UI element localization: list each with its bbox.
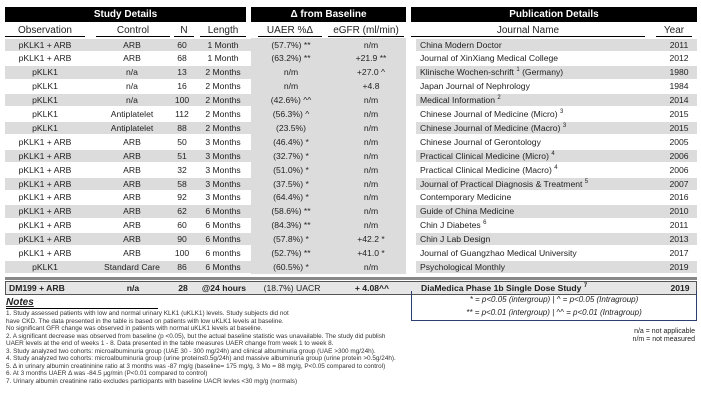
footnote-ref: 2 <box>497 95 501 102</box>
observation-cell: pKLK1 <box>32 81 58 92</box>
journal-name: China Modern Doctor <box>420 39 502 50</box>
footnote-ref: 3 <box>562 123 567 130</box>
egfr-cell: n/m <box>363 178 379 189</box>
egfr-cell: +27.0 ^ <box>356 67 386 78</box>
length-cell: 1 Month <box>207 39 239 50</box>
length-cell: 3 Months <box>205 136 241 147</box>
table-row <box>5 219 697 231</box>
table-row <box>5 261 697 273</box>
legend-line-2: ** = p<0.01 (intergroup) | ^^ = p<0.01 (Intragroup) <box>466 308 642 317</box>
dm199-n: 28 <box>178 283 188 293</box>
study-details-header: Study Details <box>5 7 246 22</box>
length-cell: 2 Months <box>205 122 241 133</box>
journal-cell <box>416 247 656 259</box>
n-cell: 32 <box>177 164 187 175</box>
col-header-egfr: eGFR (ml/min) <box>328 24 404 37</box>
journal-name: Chin J Diabetes <box>420 220 481 231</box>
egfr-cell: n/m <box>363 220 379 231</box>
egfr-cell: +42.2 * <box>357 234 385 245</box>
note-line: 4. Study analyzed two cohorts: microalbuminuria group (urine protein≤0.5g/24h) and massive albuminuria group (urine protein >0.5g/24h). <box>6 355 396 363</box>
table-row <box>5 150 697 162</box>
length-cell: 6 Months <box>205 234 241 245</box>
abbreviations <box>600 328 695 344</box>
egfr-cell: n/m <box>363 150 379 161</box>
n-cell: 16 <box>177 81 187 92</box>
dm199-journal-name: DiaMedica Phase 1b Single Dose Study <box>421 283 582 293</box>
year-cell: 2019 <box>669 261 689 272</box>
journal-name: Medical Information <box>420 95 495 106</box>
n-cell: 86 <box>177 261 187 272</box>
uaer-cell: (23.5%) <box>275 122 307 133</box>
year-cell: 2015 <box>669 122 689 133</box>
year-cell: 2014 <box>669 95 689 106</box>
journal-cell <box>416 164 656 176</box>
n-cell: 62 <box>177 206 187 217</box>
control-cell: ARB <box>123 248 141 258</box>
dm199-control: n/a <box>126 283 140 293</box>
col-header-year: Year <box>656 24 692 37</box>
year-cell: 2006 <box>669 150 689 161</box>
journal-name: Chinese Journal of Medicine (Micro) <box>420 109 558 119</box>
col-header-uaer: UAER %Δ <box>258 24 322 37</box>
note-line: 6. At 3 months UAER Δ was -84.5 μg/min (P<0.01 compared to control) <box>6 370 208 378</box>
uaer-cell: (37.5%) * <box>273 178 309 189</box>
table-row <box>5 52 697 64</box>
note-line: have CKD. The data presented in the table is based on patients with low uKLK1 levels at baseline. <box>6 317 284 325</box>
control-cell: ARB <box>123 53 141 64</box>
length-cell: 1 Month <box>207 53 239 64</box>
note-line: 3. Study analyzed two cohorts: microalbuminuria group (UAE 30 - 300 mg/24h) and clinical albuminuria group (UAE >300 mg/24h). <box>6 347 376 355</box>
control-cell: ARB <box>123 192 141 203</box>
observation-cell: pKLK1 <box>32 67 58 78</box>
year-cell: 2006 <box>669 164 689 175</box>
n-cell: 92 <box>177 192 187 203</box>
year-cell: 2007 <box>669 178 689 189</box>
control-cell: Antiplatelet <box>110 109 154 119</box>
observation-cell: pKLK1 + ARB <box>18 206 72 217</box>
length-cell: 2 Months <box>205 95 241 106</box>
table-row <box>5 108 697 120</box>
journal-name: Journal of Guangzhao Medical University <box>420 248 577 258</box>
journal-cell <box>416 150 656 162</box>
journal-name: Journal of XinXiang Medical College <box>420 53 559 64</box>
egfr-cell: n/m <box>363 39 379 50</box>
n-cell: 13 <box>177 67 187 78</box>
year-cell: 2010 <box>669 206 689 217</box>
footnote-ref: 3 <box>559 109 564 116</box>
uaer-cell: (42.6%) ^^ <box>270 95 312 106</box>
abbr-nm: n/m = not measured <box>632 336 695 343</box>
footnote-ref: 4 <box>554 164 558 171</box>
publication-details-header: Publication Details <box>411 7 697 22</box>
uaer-cell: (51.0%) * <box>273 164 309 175</box>
uaer-cell: (56.3%) ^ <box>272 109 310 119</box>
journal-cell <box>416 261 656 273</box>
length-cell: 2 Months <box>205 109 241 119</box>
control-cell: ARB <box>123 234 141 245</box>
length-cell: 3 Months <box>205 178 241 189</box>
length-cell: 6 Months <box>205 206 241 217</box>
observation-cell: pKLK1 <box>32 122 58 133</box>
egfr-cell: n/m <box>363 192 379 203</box>
table-row <box>5 247 697 259</box>
year-cell: 2016 <box>669 192 689 203</box>
observation-cell: pKLK1 + ARB <box>18 178 72 189</box>
journal-cell <box>416 39 656 51</box>
dm199-uaer: (18.7%) UACR <box>263 283 321 293</box>
control-cell: Standard Care <box>104 261 160 272</box>
col-header-observation: Observation <box>5 24 85 37</box>
egfr-cell: +41.0 * <box>357 248 385 258</box>
uaer-cell: (57.7%) ** <box>271 39 311 50</box>
table-row <box>5 205 697 217</box>
uaer-cell: (64.4%) * <box>273 192 309 203</box>
observation-cell: pKLK1 + ARB <box>18 234 72 245</box>
note-line: 1. Study assessed patients with low and normal urinary KLK1 (uKLK1) levels. Study subjects did not <box>6 310 289 317</box>
note-line: 2. A significant decrease was observed from baseline (p <0.05), but the actual baseline statistic was unavailable. The study did publish <box>6 332 386 340</box>
n-cell: 60 <box>177 220 187 231</box>
uaer-cell: (84.3%) ** <box>271 220 311 231</box>
journal-name: Klinische Wochen-schrift <box>420 67 514 78</box>
journal-cell <box>416 178 656 190</box>
length-cell: 6 Months <box>205 220 241 231</box>
egfr-cell: n/m <box>363 261 379 272</box>
observation-cell: pKLK1 <box>32 109 58 119</box>
egfr-cell: +21.9 ** <box>355 53 387 64</box>
n-cell: 88 <box>177 122 187 133</box>
length-cell: 2 Months <box>205 81 241 92</box>
observation-cell: pKLK1 + ARB <box>18 220 72 231</box>
uaer-cell: (52.7%) ** <box>271 248 311 258</box>
egfr-cell: n/m <box>363 122 379 133</box>
note-line: No significant GFR change was observed in patients with normal uKLK1 levels at baseline. <box>6 325 263 333</box>
control-cell: ARB <box>123 136 141 147</box>
dm199-footnote-ref: 7 <box>583 283 588 290</box>
length-cell: 3 Months <box>205 192 241 203</box>
n-cell: 112 <box>175 109 189 119</box>
year-cell: 2013 <box>669 234 689 245</box>
uaer-cell: (46.4%) * <box>273 136 309 147</box>
year-cell: 2005 <box>669 136 689 147</box>
dm199-egfr: + 4.08^^ <box>354 283 390 293</box>
table-row <box>5 122 697 134</box>
journal-name: Practical Clinical Medicine (Macro) <box>420 164 552 175</box>
n-cell: 51 <box>177 150 187 161</box>
table-row <box>5 136 697 148</box>
control-cell: ARB <box>123 178 141 189</box>
control-cell: n/a <box>126 81 138 92</box>
length-cell: 6 months <box>205 248 241 258</box>
journal-cell <box>416 136 656 148</box>
table-row <box>5 191 697 203</box>
observation-cell: pKLK1 + ARB <box>18 39 72 50</box>
journal-suffix: (Germany) <box>522 67 564 78</box>
control-cell: ARB <box>123 39 141 50</box>
dm199-observation: DM199 + ARB <box>9 283 65 293</box>
footnote-ref: 6 <box>483 220 487 227</box>
length-cell: 2 Months <box>205 67 241 78</box>
journal-cell <box>416 108 656 120</box>
table-separator <box>5 277 697 280</box>
journal-name: Contemporary Medicine <box>420 192 512 203</box>
journal-name: Journal of Practical Diagnosis & Treatment <box>420 178 583 189</box>
journal-name: Chinese Journal of Gerontology <box>420 136 541 147</box>
uaer-cell: (60.5%) * <box>273 261 309 272</box>
journal-name: Psychological Monthly <box>420 261 506 272</box>
dm199-year: 2019 <box>670 283 690 293</box>
delta-from-baseline-header: Δ from Baseline <box>251 7 406 22</box>
year-cell: 2015 <box>669 109 689 119</box>
journal-cell <box>416 52 656 64</box>
n-cell: 68 <box>177 53 187 64</box>
uaer-cell: (32.7%) * <box>273 150 309 161</box>
length-cell: 3 Months <box>205 164 241 175</box>
observation-cell: pKLK1 + ARB <box>18 150 72 161</box>
journal-cell <box>416 80 656 92</box>
note-line: UAER levels at the end of weeks 1 - 8. Data presented in the table measures UAER change from week 1 to week 8. <box>6 340 334 348</box>
dm199-length: @24 hours <box>201 283 247 293</box>
journal-name: Japan Journal of Nephrology <box>420 81 530 92</box>
egfr-cell: +4.8 <box>362 81 380 92</box>
observation-cell: pKLK1 + ARB <box>18 136 72 147</box>
table-row <box>5 80 697 92</box>
footnote-ref: 5 <box>584 178 589 185</box>
col-header-length: Length <box>200 24 246 37</box>
uaer-cell: (58.6%) ** <box>271 206 311 217</box>
egfr-cell: n/m <box>363 95 379 106</box>
journal-cell <box>416 205 656 217</box>
observation-cell: pKLK1 + ARB <box>18 164 72 175</box>
control-cell: n/a <box>126 67 138 78</box>
control-cell: ARB <box>123 150 141 161</box>
col-header-journal: Journal Name <box>411 24 645 37</box>
control-cell: ARB <box>123 164 141 175</box>
journal-cell <box>416 66 656 78</box>
observation-cell: pKLK1 <box>32 261 58 272</box>
footnote-ref: 4 <box>551 150 555 157</box>
table-row <box>5 66 697 78</box>
year-cell: 2011 <box>669 220 689 231</box>
n-cell: 60 <box>177 39 187 50</box>
footnote-ref: 1 <box>516 67 520 74</box>
observation-cell: pKLK1 <box>32 95 58 106</box>
journal-cell <box>416 233 656 245</box>
n-cell: 100 <box>174 95 190 106</box>
egfr-cell: n/m <box>363 206 379 217</box>
table-row <box>5 164 697 176</box>
uaer-cell: (57.8%) * <box>273 234 309 245</box>
table-row <box>5 94 697 106</box>
significance-legend <box>411 291 697 321</box>
year-cell: 2012 <box>669 53 689 64</box>
note-line: 7. Urinary albumin creatinine ratio excludes participants with baseline UACR levles <30 mg/g (normals) <box>6 377 298 385</box>
uaer-cell: (63.2%) ** <box>271 53 311 64</box>
journal-name: Guide of China Medicine <box>420 206 515 217</box>
journal-name: Chinese Journal of Medicine (Macro) <box>420 122 561 133</box>
control-cell: ARB <box>123 206 141 217</box>
notes-title: Notes <box>6 297 158 309</box>
year-cell: 2011 <box>669 39 689 50</box>
n-cell: 50 <box>177 136 187 147</box>
col-header-control: Control <box>96 24 170 37</box>
table-row <box>5 178 697 190</box>
journal-name: Chin J Lab Design <box>420 234 491 245</box>
year-cell: 2017 <box>669 248 689 258</box>
observation-cell: pKLK1 + ARB <box>18 248 72 258</box>
egfr-cell: n/m <box>363 109 379 119</box>
control-cell: Antiplatelet <box>110 122 154 133</box>
col-header-n: N <box>174 24 194 37</box>
journal-cell <box>416 122 656 134</box>
n-cell: 58 <box>177 178 187 189</box>
journal-cell <box>416 191 656 203</box>
length-cell: 3 Months <box>205 150 241 161</box>
note-line: 5. Δ in urinary albumin creatininine ratio at 3 months was -87 mg/g (baseline= 175 mg/g, 3 Mo = 88 mg/g, P<0.05 compared to control) <box>6 362 386 370</box>
notes-list <box>6 310 456 385</box>
journal-cell <box>416 219 656 231</box>
observation-cell: pKLK1 + ARB <box>18 53 72 64</box>
observation-cell: pKLK1 + ARB <box>18 192 72 203</box>
n-cell: 100 <box>174 248 190 258</box>
egfr-cell: n/m <box>363 136 379 147</box>
legend-line-1: * = p<0.05 (intergroup) | ^ = p<0.05 (Intragroup) <box>469 295 639 304</box>
egfr-cell: n/m <box>363 164 379 175</box>
control-cell: ARB <box>123 220 141 231</box>
length-cell: 6 Months <box>205 261 241 272</box>
control-cell: n/a <box>126 95 138 106</box>
journal-name: Practical Clinical Medicine (Micro) <box>420 150 549 161</box>
year-cell: 1984 <box>669 81 689 92</box>
abbr-na: n/a = not applicable <box>634 328 695 335</box>
journal-cell <box>416 94 656 106</box>
n-cell: 90 <box>177 234 187 245</box>
year-cell: 1980 <box>669 67 689 78</box>
uaer-cell: n/m <box>283 81 299 92</box>
uaer-cell: n/m <box>283 67 299 78</box>
table-row <box>5 233 697 245</box>
table-row <box>5 39 697 51</box>
